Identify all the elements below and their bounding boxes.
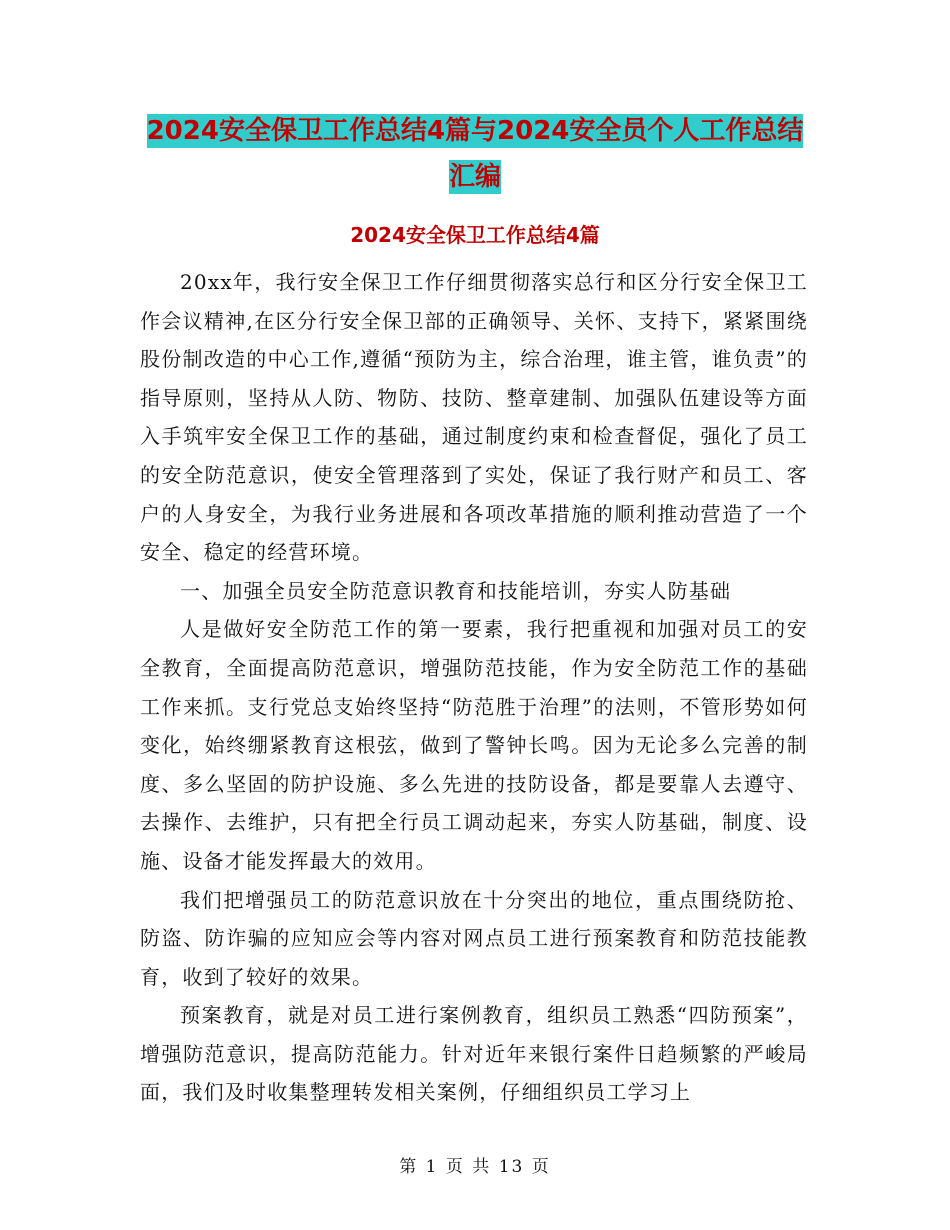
paragraph-case-education: 预案教育，就是对员工进行案例教育，组织员工熟悉“四防预案”，增强防范意识，提高防范能力。针对近年来银行案件日趋频繁的严峻局面，我们及时收集整理转发相关案例，仔细组织员工学习上: [140, 1003, 808, 1105]
document-title-text: 2024安全保卫工作总结4篇与2024安全员个人工作总结汇编: [146, 116, 804, 192]
paragraph-heading-1: 一、加强全员安全防范意识教育和技能培训，夯实人防基础: [180, 578, 732, 603]
section-title: 2024安全保卫工作总结4篇: [350, 223, 600, 247]
document-body: [140, 263, 808, 1112]
paragraph-intro: 20xx年，我行安全保卫工作仔细贯彻落实总行和区分行安全保卫工作会议精神,在区分行安全保卫部的正确领导、关怀、支持下，紧紧围绕股份制改造的中心工作,遵循“预防为主，综合治理，谁主管，谁负责”的指导原则，坚持从人防、物防、技防、整章建制、加强队伍建设等方面入手筑牢安全保卫工作的基础，通过制度约束和检查督促，强化了员工的安全防范意识，使安全管理落到了实处，保证了我行财产和员工、客户的人身安全，为我行业务进展和各项改革措施的顺利推动营造了一个安全、稳定的经营环境。: [140, 270, 808, 565]
page-footer: 第 1 页 共 13 页: [399, 1157, 551, 1177]
paragraph-people: 人是做好安全防范工作的第一要素，我行把重视和加强对员工的安全教育，全面提高防范意识，增强防范技能，作为安全防范工作的基础工作来抓。支行党总支始终坚持“防范胜于治理”的法则，不管形势如何变化，始终绷紧教育这根弦，做到了警钟长鸣。因为无论多么完善的制度、多么坚固的防护设施、多么先进的技防设备，都是要靠人去遵守、去操作、去维护，只有把全行员工调动起来，夯实人防基础，制度、设施、设备才能发挥最大的效用。: [140, 617, 808, 873]
document-title: [140, 108, 810, 200]
paragraph-awareness: 我们把增强员工的防范意识放在十分突出的地位，重点围绕防抢、防盗、防诈骗的应知应会等内容对网点员工进行预案教育和防范技能教育，收到了较好的效果。: [140, 887, 808, 989]
